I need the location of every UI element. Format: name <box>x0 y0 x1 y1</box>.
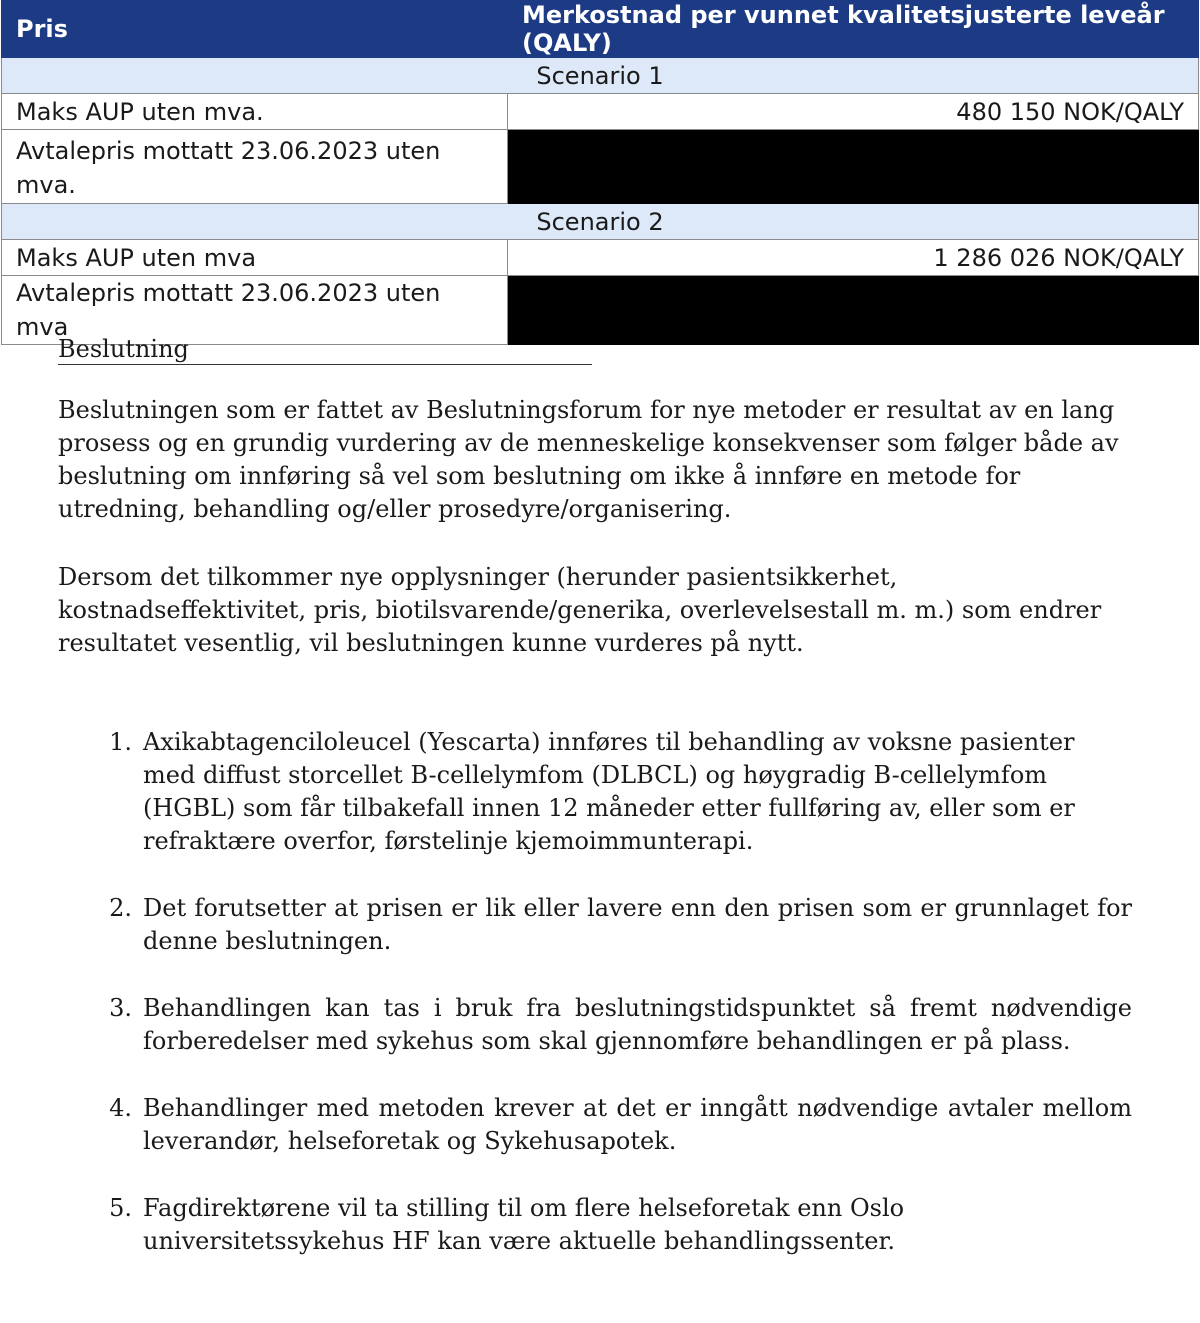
row-label: Avtalepris mottatt 23.06.2023 uten mva. <box>2 130 508 204</box>
price-qaly-table <box>1 0 1199 345</box>
table-header-row <box>2 1 1199 58</box>
row-label: Maks AUP uten mva <box>2 240 508 276</box>
list-number: 5. <box>109 1194 132 1222</box>
table-row <box>2 240 1199 276</box>
table-row <box>2 130 1199 204</box>
list-text: Behandlinger med metoden krever at det er inngått nødvendige avtaler mellom leverandør, helseforetak og Sykehusapotek. <box>143 1094 1132 1155</box>
list-text: Fagdirektørene vil ta stilling til om flere helseforetak enn Oslo universitetssykehus HF kan være aktuelle behandlingssenter. <box>143 1194 905 1255</box>
decision-section <box>58 333 1133 657</box>
paragraph: Beslutningen som er fattet av Beslutningsforum for nye metoder er resultat av en lang prosess og en grundig vurdering av de menneskelige konsekvenser som følger både av beslutning om innføring så vel som beslutning om ikke å innføre en metode for utredning, behandling og/eller prosedyre/organisering. <box>58 396 1119 523</box>
list-item <box>96 892 1132 958</box>
list-text: Behandlingen kan tas i bruk fra beslutningstidspunktet så fremt nødvendige forberedelser med sykehus som skal gjennomføre behandlingen er på plass. <box>143 994 1132 1055</box>
list-number: 3. <box>109 994 132 1022</box>
scenario-title-2: Scenario 2 <box>2 204 1199 240</box>
scenario-title-1: Scenario 1 <box>2 58 1199 94</box>
header-price: Pris <box>2 1 508 58</box>
list-item <box>96 726 1132 858</box>
list-number: 4. <box>109 1094 132 1122</box>
redacted-value <box>508 130 1199 204</box>
list-item <box>96 1092 1132 1158</box>
list-text: Axikabtagenciloleucel (Yescarta) innføres til behandling av voksne pasienter med diffust storcellet B-cellelymfom (DLBCL) og høygradig B-cellelymfom (HGBL) som får tilbakefall innen 12 måneder etter fullføring av, eller som er refraktære overfor, førstelinje kjemoimmunterapi. <box>143 728 1075 855</box>
row-value: 480 150 NOK/QALY <box>508 94 1199 130</box>
scenario-row <box>2 58 1199 94</box>
decision-list <box>96 726 1132 1292</box>
row-label: Maks AUP uten mva. <box>2 94 508 130</box>
list-item <box>96 992 1132 1058</box>
list-item <box>96 1192 1132 1258</box>
scenario-row <box>2 204 1199 240</box>
table-row <box>2 94 1199 130</box>
row-label: Avtalepris mottatt 23.06.2023 uten mva <box>2 276 508 345</box>
header-cost-per-qaly: Merkostnad per vunnet kvalitetsjusterte leveår (QALY) <box>508 1 1199 58</box>
list-number: 2. <box>109 894 132 922</box>
list-text: Det forutsetter at prisen er lik eller lavere enn den prisen som er grunnlaget for denne beslutningen. <box>143 894 1132 955</box>
paragraph: Dersom det tilkommer nye opplysninger (herunder pasientsikkerhet, kostnadseffektivitet, pris, biotilsvarende/generika, overlevelsestall m. m.) som endrer resultatet vesentlig, vil beslutningen kunne vurderes på nytt. <box>58 563 1102 657</box>
list-number: 1. <box>109 728 132 756</box>
section-heading: Beslutning <box>58 335 592 365</box>
row-value: 1 286 026 NOK/QALY <box>508 240 1199 276</box>
